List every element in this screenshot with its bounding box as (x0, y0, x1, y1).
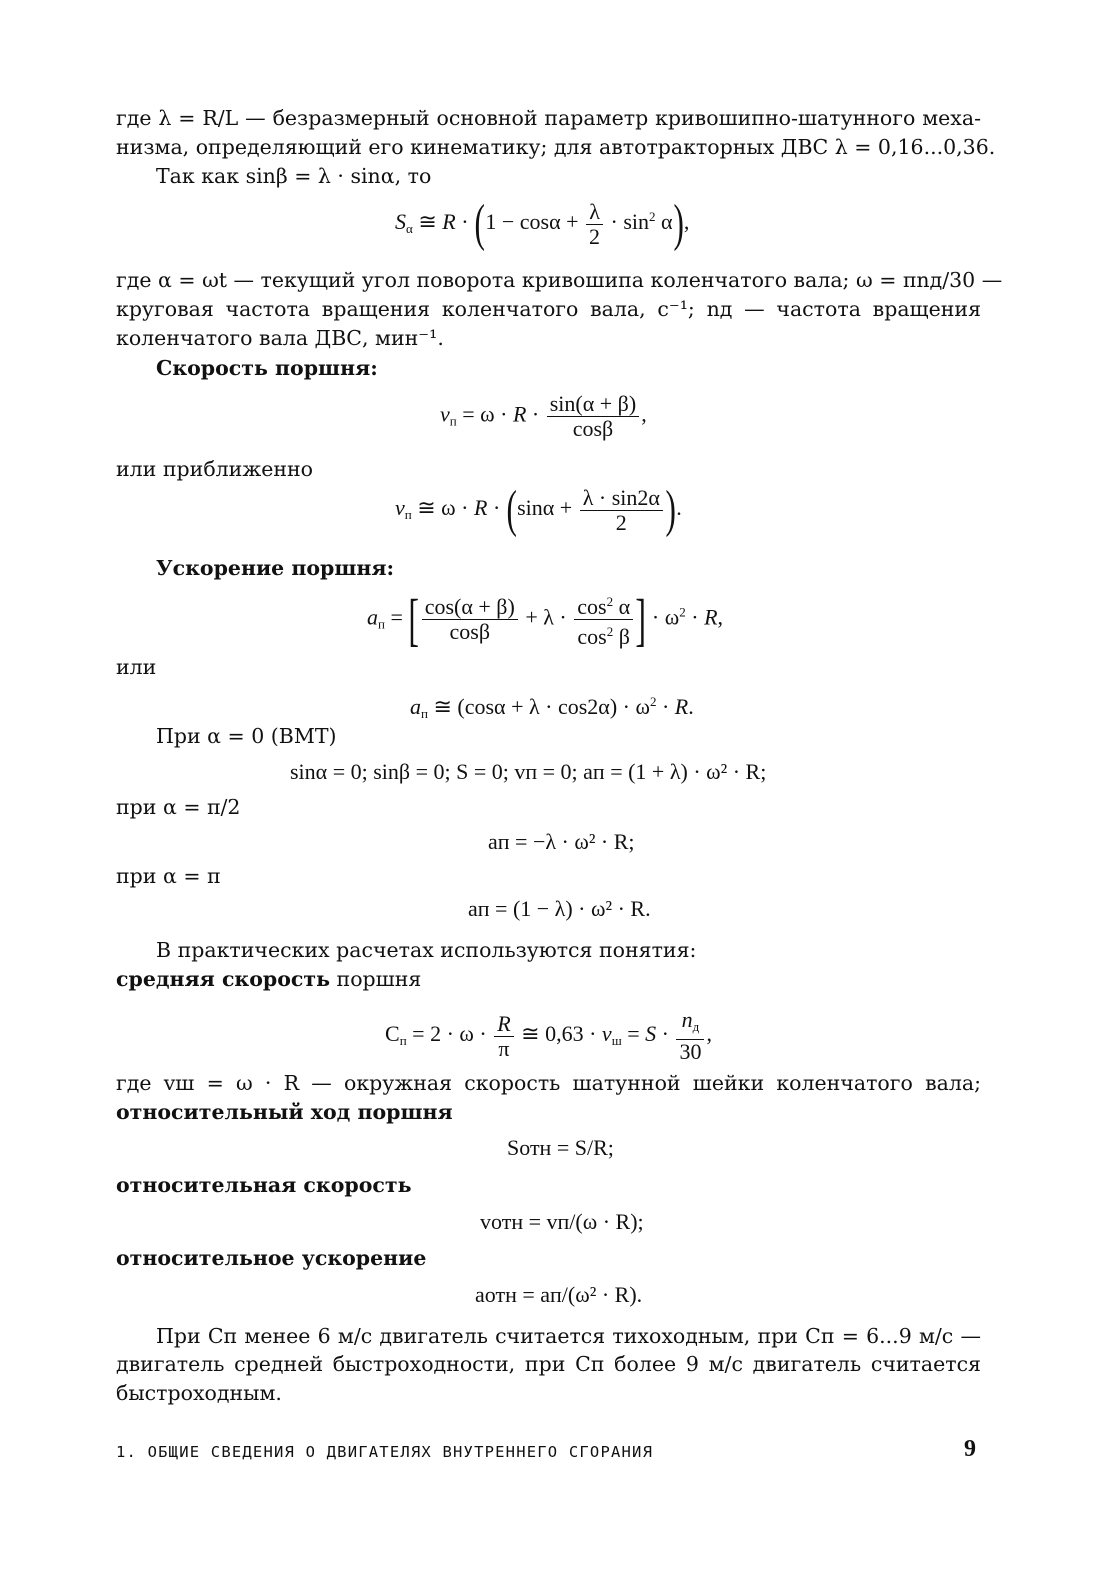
formula-stroke: $S_\alpha$ ≅ R · (1 − cosα + $\frac{\lambda}{2}$ · $\sin^2 \alpha$), (395, 195, 690, 252)
paragraph-line: при α = π/2 (116, 795, 241, 819)
paragraph-line: круговая частота вращения коленчатого вала, с⁻¹; nд — частота вращения (116, 297, 981, 321)
paragraph-line: где λ = R/L — безразмерный основной параметр кривошипно-шатунного меха- (116, 106, 981, 130)
paragraph-line: где α = ωt — текущий угол поворота кривошипа коленчатого вала; ω = πnд/30 — (116, 268, 1003, 292)
heading-rel-speed: относительная скорость (116, 1173, 412, 1197)
formula-speed-approx: $v_п$ ≅ ω · R · (sinα + $\frac{\lambda \cdot \sin 2\alpha}{2}$ ). (395, 481, 682, 538)
paragraph-line: В практических расчетах используются понятия: (156, 938, 697, 962)
paragraph-line: низма, определяющий его кинематику; для автотракторных ДВС λ = 0,16...0,36. (116, 135, 996, 159)
formula-accel-approx: $a_п$ ≅ $(\cos\alpha + \lambda \cdot \cos 2\alpha) \cdot \omega^2 \cdot R$. (410, 694, 694, 721)
formula-pi: aп = (1 − λ) · ω² · R. (468, 896, 651, 921)
formula-accel: $a_п$ = [ $\frac{\cos(\alpha + \beta)}{\cos\beta}$ + λ · $\frac{\cos^2 \alpha}{\cos^2 \beta}$ ] · $\omega^2 \cdot R$, (367, 586, 724, 652)
paragraph-line: при α = π (116, 864, 221, 888)
paragraph-line: При α = 0 (ВМТ) (156, 724, 337, 748)
paragraph-line: где vш = ω · R — окружная скорость шатунной шейки коленчатого вала; (116, 1071, 981, 1095)
paragraph-line: коленчатого вала ДВС, мин⁻¹. (116, 326, 444, 350)
paragraph-line: быстроходным. (116, 1381, 282, 1405)
formula-pi-half: aп = −λ · ω² · R; (488, 829, 635, 854)
formula-tdc: sinα = 0; sinβ = 0; S = 0; vп = 0; aп = (1 + λ) · ω² · R; (290, 759, 767, 784)
heading-rel-stroke: относительный ход поршня (116, 1100, 453, 1124)
paragraph-line: или приближенно (116, 457, 314, 481)
heading-piston-speed: Скорость поршня: (156, 356, 378, 380)
term-mean-speed: средняя скорость (116, 967, 331, 991)
formula-rel-accel: aотн = aп/(ω² · R). (475, 1282, 643, 1307)
formula-rel-speed: vотн = vп/(ω · R); (480, 1209, 644, 1234)
heading-rel-accel: относительное ускорение (116, 1246, 427, 1270)
formula-rel-stroke: Sотн = S/R; (507, 1135, 614, 1160)
paragraph-line (116, 965, 421, 993)
page-number: 9 (964, 1436, 976, 1462)
paragraph-line: При Cп менее 6 м/с двигатель считается тихоходным, при Cп = 6...9 м/с — (156, 1324, 981, 1348)
paragraph-line: двигатель средней быстроходности, при Cп более 9 м/с двигатель считается (116, 1352, 981, 1376)
heading-piston-accel: Ускорение поршня: (156, 556, 395, 580)
formula-mean-speed: $C_п = 2 \cdot \omega$ · $\frac{R}{\pi}$ ≅ $0,63 \cdot v_ш = S$ · $\frac{n_д}{30}$ , (385, 1007, 712, 1064)
formula-speed: $v_п = \omega \cdot R$ · $\frac{\sin(\alpha + \beta)}{\cos\beta}$ , (440, 391, 647, 441)
running-footer: 1. ОБЩИЕ СВЕДЕНИЯ О ДВИГАТЕЛЯХ ВНУТРЕННЕГО СГОРАНИЯ (116, 1443, 654, 1461)
paragraph-line: или (116, 655, 157, 679)
paragraph-line: Так как sinβ = λ · sinα, то (156, 164, 432, 188)
term-rest: поршня (330, 967, 422, 991)
